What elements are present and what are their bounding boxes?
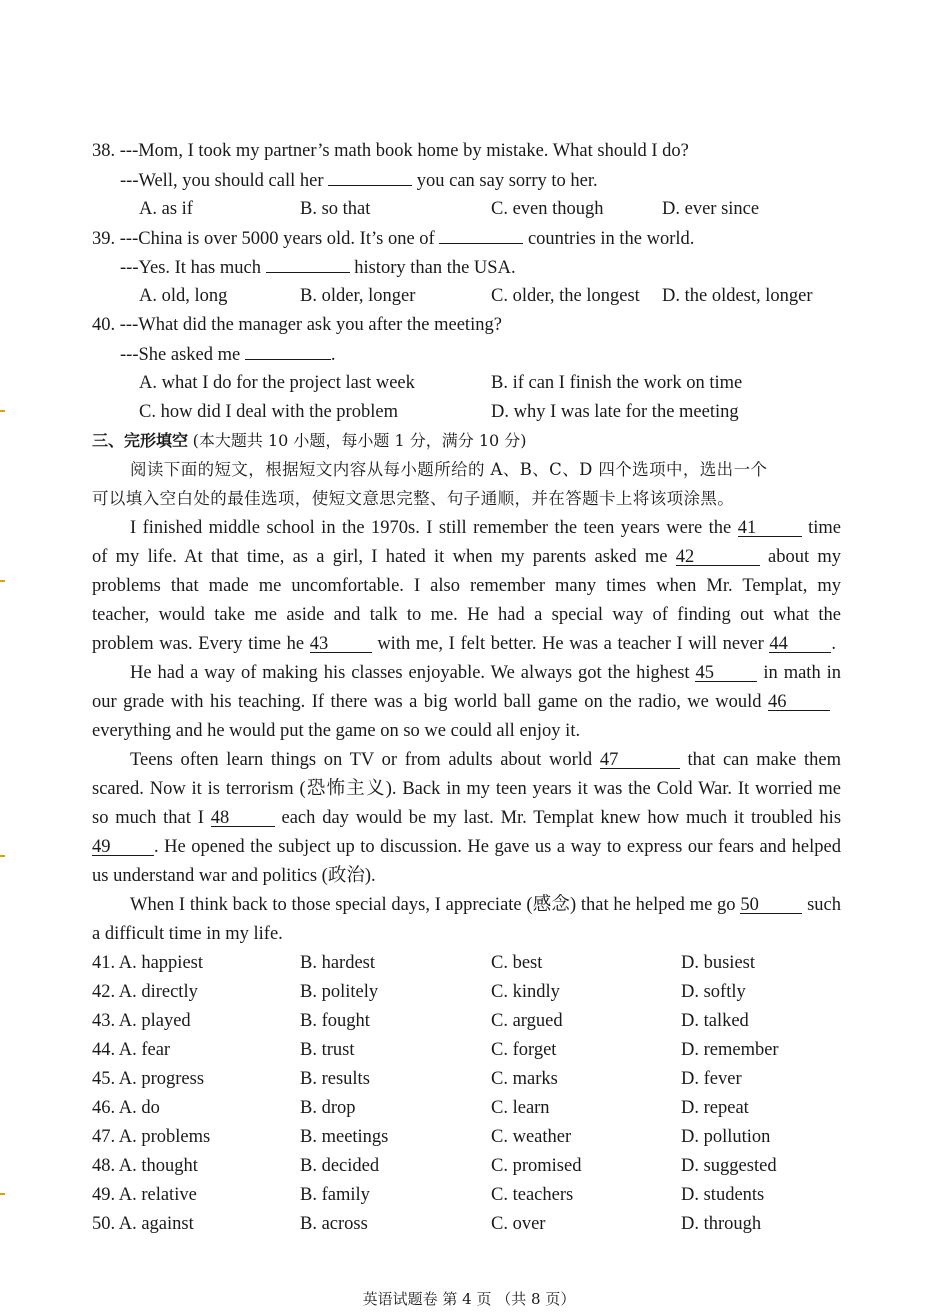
blank-42: 42 — [676, 548, 760, 566]
blank-44: 44 — [769, 635, 831, 653]
q38-option-d: D. ever since — [662, 199, 760, 219]
choice-49-c: C. teachers — [491, 1185, 574, 1205]
q38-line1: 38. ---Mom, I took my partner’s math book home by mistake. What should I do? — [92, 141, 689, 161]
q38-line2 — [120, 168, 598, 193]
passage-text: . He opened the subject up to discussion. He gave us a way to express our fears and helped — [154, 837, 841, 857]
q40-line2-pre: ---She asked me — [120, 345, 241, 365]
choice-47-d: D. pollution — [681, 1127, 771, 1147]
choice-43-c: C. argued — [491, 1011, 563, 1031]
choice-41-b: B. hardest — [300, 953, 376, 973]
passage-line-11 — [92, 806, 841, 830]
passage-text: . — [831, 634, 837, 654]
choice-47-c: C. weather — [491, 1127, 572, 1147]
q38-option-b: B. so that — [300, 199, 371, 219]
choice-42-d: D. softly — [681, 982, 746, 1002]
choice-44-b: B. trust — [300, 1040, 355, 1060]
q40-option-b: B. if can I finish the work on time — [491, 373, 743, 393]
choice-50-b: B. across — [300, 1214, 368, 1234]
answer-blank — [245, 342, 331, 360]
q38-line2-pre: ---Well, you should call her — [120, 171, 324, 191]
choice-45-c: C. marks — [491, 1069, 558, 1089]
blank-48: 48 — [211, 809, 275, 827]
blank-49: 49 — [92, 838, 154, 856]
passage-line-3: problems that made me uncomfortable. I also remember many times when Mr. Templat, my — [92, 576, 841, 596]
passage-text: our grade with his teaching. If there was a big world ball game on the radio, we would — [92, 692, 762, 712]
passage-text: Teens often learn things on TV or from adults about world — [130, 750, 593, 770]
choice-46-c: C. learn — [491, 1098, 550, 1118]
edge-mark — [0, 855, 5, 857]
choice-44-a: 44. A. fear — [92, 1040, 171, 1060]
page-footer: 英语试题卷 第 4 页 （共 8 页） — [362, 1290, 576, 1308]
passage-line-8: everything and he would put the game on so we could all enjoy it. — [92, 721, 581, 741]
passage-line-6 — [130, 661, 841, 685]
choice-48-b: B. decided — [300, 1156, 380, 1176]
passage-text: about my — [768, 547, 841, 567]
answer-blank — [439, 226, 523, 244]
choice-42-a: 42. A. directly — [92, 982, 198, 1002]
edge-mark — [0, 580, 5, 582]
passage-text: with me, I felt better. He was a teacher I will never — [377, 634, 764, 654]
choice-46-b: B. drop — [300, 1098, 356, 1118]
choice-45-d: D. fever — [681, 1069, 742, 1089]
q39-line1-pre: 39. ---China is over 5000 years old. It’s one of — [92, 229, 435, 249]
section-instruction-2: 可以填入空白处的最佳选项，使短文意思完整、句子通顺，并在答题卡上将该项涂黑。 — [92, 489, 735, 508]
q39-line1 — [92, 226, 694, 251]
passage-text: He had a way of making his classes enjoyable. We always got the highest — [130, 663, 690, 683]
q40-line2 — [120, 342, 335, 367]
choice-44-d: D. remember — [681, 1040, 779, 1060]
q39-line2-pre: ---Yes. It has much — [120, 258, 261, 278]
q38-option-a: A. as if — [139, 199, 193, 219]
passage-text: each day would be my last. Mr. Templat knew how much it troubled his — [281, 808, 842, 828]
q39-option-c: C. older, the longest — [491, 286, 640, 306]
passage-text: so much that I — [92, 808, 204, 828]
q40-line2-post: . — [330, 345, 336, 365]
q40-option-a: A. what I do for the project last week — [139, 373, 415, 393]
choice-50-c: C. over — [491, 1214, 546, 1234]
choice-47-b: B. meetings — [300, 1127, 389, 1147]
passage-text: When I think back to those special days, I appreciate (感念) that he helped me go — [130, 895, 736, 915]
blank-47: 47 — [600, 751, 680, 769]
choice-46-d: D. repeat — [681, 1098, 749, 1118]
q40-option-c: C. how did I deal with the problem — [139, 402, 398, 422]
choice-48-a: 48. A. thought — [92, 1156, 198, 1176]
passage-line-13: us understand war and politics (政治). — [92, 866, 376, 886]
choice-43-d: D. talked — [681, 1011, 749, 1031]
choice-49-d: D. students — [681, 1185, 765, 1205]
passage-text: that can make them — [687, 750, 842, 770]
choice-41-c: C. best — [491, 953, 543, 973]
q39-line1-post: countries in the world. — [527, 229, 695, 249]
passage-text: such — [807, 895, 842, 915]
passage-line-15: a difficult time in my life. — [92, 924, 283, 944]
section-title: 三、完形填空 — [92, 431, 189, 450]
passage-line-5 — [92, 632, 836, 656]
choice-50-a: 50. A. against — [92, 1214, 194, 1234]
q39-option-d: D. the oldest, longer — [662, 286, 813, 306]
edge-mark — [0, 410, 5, 412]
passage-line-14 — [130, 893, 841, 917]
edge-mark — [0, 1193, 5, 1195]
q39-option-a: A. old, long — [139, 286, 228, 306]
passage-line-2 — [92, 545, 841, 569]
passage-line-9 — [130, 748, 841, 772]
choice-41-d: D. busiest — [681, 953, 755, 973]
answer-blank — [328, 168, 412, 186]
choice-47-a: 47. A. problems — [92, 1127, 211, 1147]
q40-line1: 40. ---What did the manager ask you after the meeting? — [92, 315, 502, 335]
q38-line2-post: you can say sorry to her. — [416, 171, 598, 191]
q38-option-c: C. even though — [491, 199, 604, 219]
choice-45-b: B. results — [300, 1069, 370, 1089]
blank-50: 50 — [740, 896, 802, 914]
choice-45-a: 45. A. progress — [92, 1069, 205, 1089]
q39-option-b: B. older, longer — [300, 286, 416, 306]
section-note: (本大题共 10 小题，每小题 1 分，满分 10 分) — [192, 431, 527, 450]
choice-43-b: B. fought — [300, 1011, 370, 1031]
passage-line-12 — [92, 835, 841, 859]
choice-42-b: B. politely — [300, 982, 379, 1002]
choice-48-d: D. suggested — [681, 1156, 777, 1176]
q40-option-d: D. why I was late for the meeting — [491, 402, 739, 422]
q39-line2 — [120, 255, 516, 280]
section-heading — [92, 429, 527, 453]
passage-text: in math in — [763, 663, 841, 683]
choice-42-c: C. kindly — [491, 982, 560, 1002]
passage-text: of my life. At that time, as a girl, I hated it when my parents asked me — [92, 547, 668, 567]
choice-50-d: D. through — [681, 1214, 762, 1234]
choice-46-a: 46. A. do — [92, 1098, 160, 1118]
passage-line-4: teacher, would take me aside and talk to me. He had a special way of finding out what the — [92, 605, 841, 625]
blank-43: 43 — [310, 635, 372, 653]
passage-line-7 — [92, 690, 830, 714]
blank-41: 41 — [738, 519, 802, 537]
choice-43-a: 43. A. played — [92, 1011, 191, 1031]
passage-text: I finished middle school in the 1970s. I still remember the teen years were the — [130, 518, 732, 538]
blank-45: 45 — [695, 664, 757, 682]
choice-49-a: 49. A. relative — [92, 1185, 197, 1205]
passage-line-1 — [130, 516, 841, 540]
choice-49-b: B. family — [300, 1185, 370, 1205]
answer-blank — [266, 255, 350, 273]
choice-44-c: C. forget — [491, 1040, 557, 1060]
blank-46: 46 — [768, 693, 830, 711]
passage-text: time — [808, 518, 842, 538]
passage-text: problem was. Every time he — [92, 634, 305, 654]
q39-line2-post: history than the USA. — [354, 258, 516, 278]
choice-48-c: C. promised — [491, 1156, 582, 1176]
choice-41-a: 41. A. happiest — [92, 953, 203, 973]
passage-line-10: scared. Now it is terrorism (恐怖主义). Back in my teen years it was the Cold War. It worried me — [92, 779, 841, 799]
section-instruction-1: 阅读下面的短文，根据短文内容从每小题所给的 A、B、C、D 四个选项中，选出一个 — [130, 460, 768, 479]
